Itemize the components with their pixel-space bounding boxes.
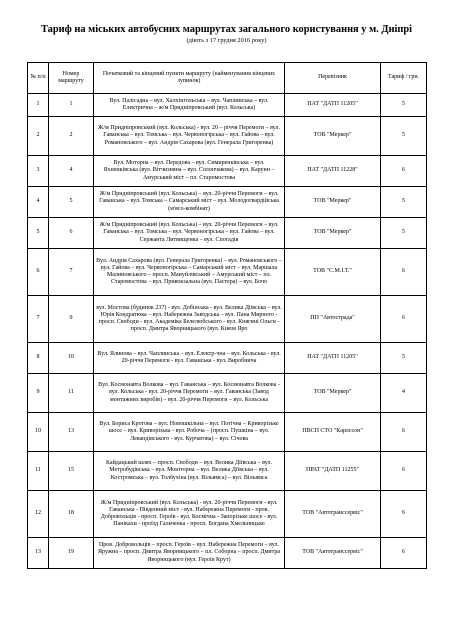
table-header-row <box>28 63 427 94</box>
tariff-table <box>27 62 427 569</box>
tariff-cell: 5 <box>381 343 427 374</box>
route-points-cell: Ж/м Придніпровський (вул. Кольська) - вул. 20 – річчя Перемоги – вул. Гаванська – вул. Томська – вул. Червоногірська – вул. Гайова – вул. Романовського – вул. Андрія Сахарова (вул. Генерала Григоренка) <box>94 117 285 156</box>
table-row <box>28 538 427 569</box>
row-number-cell: 13 <box>28 538 49 569</box>
tariff-cell: 5 <box>381 187 427 218</box>
row-number-cell: 2 <box>28 117 49 156</box>
route-number-cell: 2 <box>49 117 94 156</box>
table-row <box>28 94 427 117</box>
carrier-cell: ПАТ "ДАТП 11228" <box>285 156 381 187</box>
row-number-cell: 12 <box>28 491 49 538</box>
carrier-cell: ПП "Автострада" <box>285 296 381 343</box>
route-number-cell: 9 <box>49 296 94 343</box>
header-tariff: Тариф / грн. <box>381 63 427 94</box>
row-number-cell: 3 <box>28 156 49 187</box>
carrier-cell: ТОВ "Автотранссервіс" <box>285 538 381 569</box>
carrier-cell: ТОВ "С.М.І.Т." <box>285 249 381 296</box>
route-points-cell: Ж/м Придніпровський (вул. Кольська) – вул. 20-річчя Перемоги – вул. Гаванська – вул. Томська – вул. Червоногірська – вул. Гайова – вул. Сержанта Литвищенка – вул. Спогадів <box>94 218 285 249</box>
tariff-cell: 4 <box>381 374 427 413</box>
row-number-cell: 9 <box>28 374 49 413</box>
document-title: Тариф на міських автобусних маршрутах загального користування у м. Дніпрі <box>40 24 413 35</box>
route-number-cell: 4 <box>49 156 94 187</box>
table-row <box>28 187 427 218</box>
header-route-points: Початковий та кінцевий пункти маршруту (найменування кінцевих зупинок) <box>94 63 285 94</box>
route-number-cell: 15 <box>49 452 94 491</box>
carrier-cell: ТОВ "Меркер" <box>285 117 381 156</box>
route-points-cell: Ж/м Придніпровський (вул. Кольська) – вул. 20-річчя Перемоги – вул. Гаванська – вул. Томська – Самарський міст – вул. Молодогвардійська (м'ясо-комбінат) <box>94 187 285 218</box>
route-points-cell: Вул. Бориса Кротова – вул. Новошкільна – вул. Потічна – Криворізьке шосе – вул. Криворізька - вул. Робоча – (просп. Пушкіна – вул. Левандівського - вул. Курчатова) – вул. Січова <box>94 413 285 452</box>
route-number-cell: 7 <box>49 249 94 296</box>
tariff-cell: 6 <box>381 491 427 538</box>
route-number-cell: 5 <box>49 187 94 218</box>
route-points-cell: Ж/м Придніпровський (вул. Кольська) - вул. 20-річчя Перемоги - вул. Гаванська - Південний міст - вул. Набережна Перемоги - пров. Добровольців - просп. Героїв - вул. Космічна - Запорізьке шосе - вул. Панікахи - проїзд Гальченка - просп. Богдана Хмельницько <box>94 491 285 538</box>
carrier-cell: ПАТ "ДАТП 11205" <box>285 94 381 117</box>
table-row <box>28 452 427 491</box>
table-row <box>28 156 427 187</box>
carrier-cell: ТОВ "Меркер" <box>285 374 381 413</box>
route-number-cell: 11 <box>49 374 94 413</box>
route-points-cell: Вул. Ялинова – вул. Чаплинська – вул. Електр-чна – вул. Кольська - вул. 20-річчя Перемоги - вул. Гаванська - вул. Виробнича <box>94 343 285 374</box>
row-number-cell: 5 <box>28 218 49 249</box>
carrier-cell: ПАТ "ДАТП 11205" <box>285 343 381 374</box>
document-subtitle: (діють з 17 грудня 2016 року) <box>186 37 267 44</box>
route-points-cell: Пров. Добровольців – просп. Героїв – вул. Набережна Перемоги – вул. Яружна – просп. Дмитра Яворницького – пл. Соборна – просп. Дмитра Яворницького (вул. Героїв Крут) <box>94 538 285 569</box>
table-row <box>28 117 427 156</box>
row-number-cell: 6 <box>28 249 49 296</box>
tariff-cell: 6 <box>381 249 427 296</box>
carrier-cell: ПВСП СТО "Карлссон" <box>285 413 381 452</box>
row-number-cell: 7 <box>28 296 49 343</box>
route-points-cell: Вул. Андрія Сахарова (вул. Генерала Григоренка) – вул. Романовського – вул. Гайова – вул. Червоногірська – Самарський міст – вул. Маршала Малиновського – просп. Мануйлівський – Амурський міст – пл. Старомостова – вул. Привокзальна (вул. Пастера) – вул. Бочо <box>94 249 285 296</box>
table-row <box>28 249 427 296</box>
carrier-cell: ТОВ "Автотранссервіс" <box>285 491 381 538</box>
route-number-cell: 13 <box>49 413 94 452</box>
table-row <box>28 413 427 452</box>
route-points-cell: Кайдацький шлях – просп. Свободи – вул. Велика Діївська – вул. Метробудівська – вул. Моніторна – вул. Велика Діївська – вул. Костромська – вул. Толбухіна (вул. Вільямса) – вул. Вільямса <box>94 452 285 491</box>
carrier-cell: ТОВ "Меркер" <box>285 218 381 249</box>
header-num: № п/п <box>28 63 49 94</box>
row-number-cell: 11 <box>28 452 49 491</box>
tariff-cell: 6 <box>381 413 427 452</box>
route-number-cell: 1 <box>49 94 94 117</box>
route-points-cell: вул. Мостова (будинок 237) - вул. Добінська - вул. Велика Діївська – вул. Юрія Кондратюка – вул. Набережна Заводська – вул. Пана Мирного - просп. Свободи - вул. Академіка Белелюбського - вул. Княгині Ольги - просп. Дмитра Яворницького (вул. Князя Яро <box>94 296 285 343</box>
row-number-cell: 8 <box>28 343 49 374</box>
row-number-cell: 10 <box>28 413 49 452</box>
tariff-cell: 5 <box>381 218 427 249</box>
carrier-cell: ТОВ "Меркер" <box>285 187 381 218</box>
tariff-cell: 5 <box>381 117 427 156</box>
route-number-cell: 18 <box>49 491 94 538</box>
tariff-cell: 6 <box>381 452 427 491</box>
table-row <box>28 374 427 413</box>
tariff-cell: 5 <box>381 94 427 117</box>
route-points-cell: Вул. Космонавта Волкова – вул. Гаванська – вул. Космонавта Волкова - вул. Кольська - вул. 20-річчя Перемоги – вул. Гаванська (Завод монтажних виробів) – вул. 20-річчя Перемоги – вул. Кольська <box>94 374 285 413</box>
row-number-cell: 4 <box>28 187 49 218</box>
table-row <box>28 296 427 343</box>
header-carrier: Перевізник <box>285 63 381 94</box>
carrier-cell: ПРАТ "ДАТП 11255" <box>285 452 381 491</box>
tariff-cell: 6 <box>381 156 427 187</box>
table-row <box>28 491 427 538</box>
route-number-cell: 6 <box>49 218 94 249</box>
table-row <box>28 343 427 374</box>
route-points-cell: Вул. Палісадна – вул. Халхінгольська – вул. Чаплинська – вул. Електрична – ж/м Придніпровський (вул. Кольська) <box>94 94 285 117</box>
row-number-cell: 1 <box>28 94 49 117</box>
route-number-cell: 19 <box>49 538 94 569</box>
tariff-cell: 6 <box>381 538 427 569</box>
tariff-cell: 6 <box>381 296 427 343</box>
route-points-cell: Вул. Моторна – вул. Передова – вул. Симиренківська – вул. Яхненківська (вул. Вітчизняна – вул. Солончакова) – вул. Карунн – Амурський міст – пл. Старомостова <box>94 156 285 187</box>
table-row <box>28 218 427 249</box>
route-number-cell: 10 <box>49 343 94 374</box>
header-route-number: Номер маршруту <box>49 63 94 94</box>
